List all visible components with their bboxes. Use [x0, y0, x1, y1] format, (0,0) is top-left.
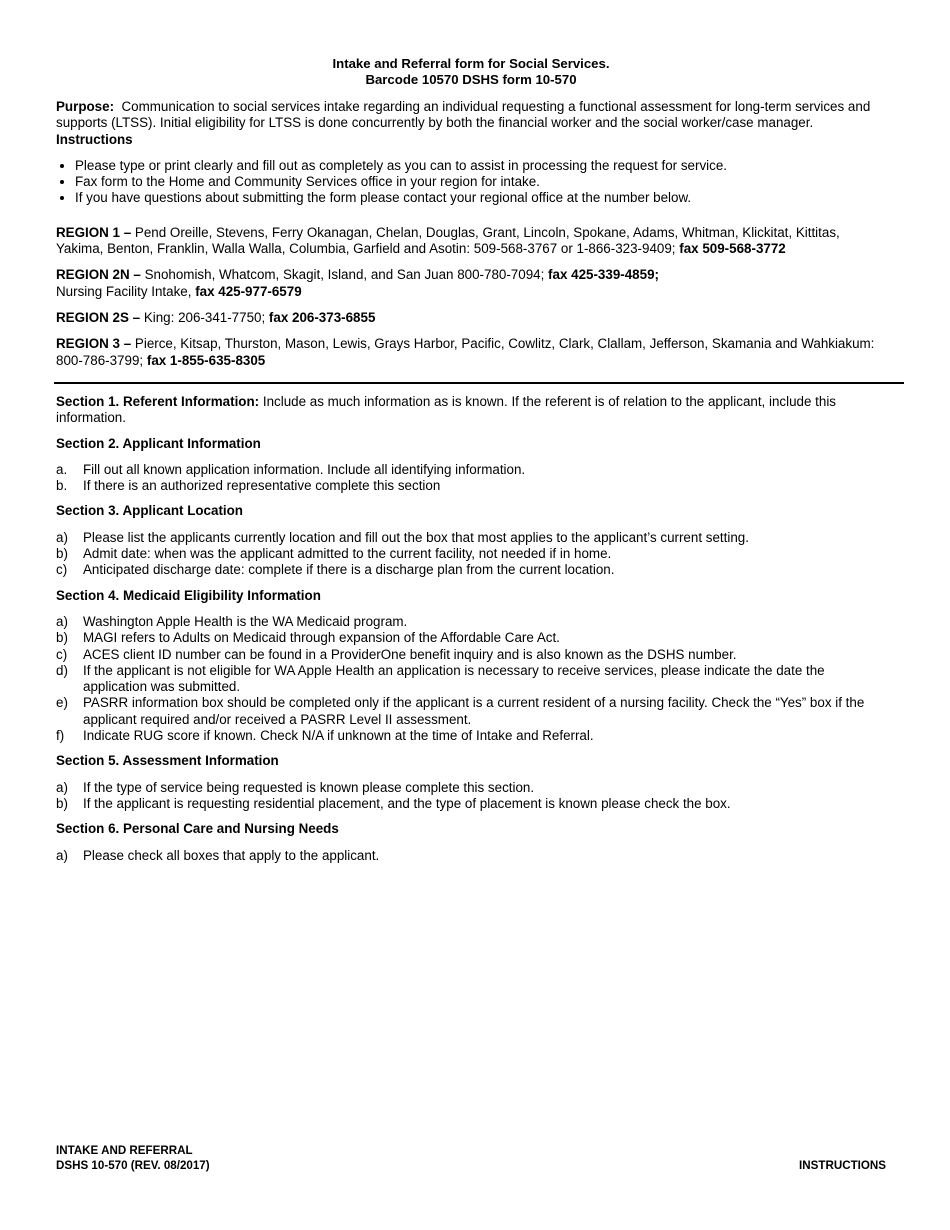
region-2n-label: REGION 2N – — [56, 267, 141, 283]
form-title: Intake and Referral form for Social Services. — [332, 56, 610, 71]
list-text: Please list the applicants currently location and fill out the box that most applies to the applicant’s current setting. — [83, 529, 749, 545]
section-divider-rule — [54, 382, 904, 384]
region-3-counties: Pierce, Kitsap, Thurston, Mason, Lewis, Grays Harbor, Pacific, Cowlitz, Clark, Clallam, Jefferson, Skamania and Wahkiakum: 800-786-3799; — [56, 336, 875, 368]
list-text: If the applicant is requesting residential placement, and the type of placement is known please check the box. — [83, 795, 731, 811]
list-item — [56, 530, 886, 546]
list-marker: e) — [56, 695, 68, 711]
sections-container — [56, 394, 886, 864]
list-marker: c) — [56, 646, 68, 662]
footer-page-label: INSTRUCTIONS — [799, 1159, 886, 1172]
form-barcode-line: Barcode 10570 DSHS form 10-570 — [365, 71, 577, 87]
list-marker: b) — [56, 795, 68, 811]
region-1-label: REGION 1 – — [56, 224, 132, 240]
footer-form-name: INTAKE AND REFERRAL — [56, 1144, 193, 1157]
section-4-list — [56, 614, 886, 744]
region-2s-label: REGION 2S – — [56, 309, 141, 325]
list-text: If the type of service being requested is known please complete this section. — [83, 779, 535, 795]
region-2s-counties: King: 206-341-7750; — [143, 309, 266, 325]
region-1-counties: Pend Oreille, Stevens, Ferry Okanagan, Chelan, Douglas, Grant, Lincoln, Spokane, Adams, Whitman, Klickitat, Kittitas, Yakima, Benton, Franklin, Walla Walla, Columbia, Garfield and Asotin: 509-568-3767 or 1-866-323-9409; — [56, 224, 840, 257]
list-marker: a) — [56, 779, 68, 795]
list-text: If the applicant is not eligible for WA Apple Health an application is necessary to receive services, please indicate the date the application was submitted. — [83, 662, 825, 695]
section-3-list — [56, 530, 886, 579]
document-page — [56, 56, 886, 369]
region-2n-fax: fax 425-339-4859; — [548, 267, 659, 283]
list-marker: b) — [56, 630, 68, 646]
list-marker: a) — [56, 613, 68, 629]
list-marker: f) — [56, 728, 65, 744]
region-2n — [56, 267, 886, 300]
section-6-list — [56, 848, 886, 864]
instructions-heading: Instructions — [56, 131, 133, 147]
instructions-list — [56, 158, 886, 207]
list-text: Indicate RUG score if known. Check N/A if unknown at the time of Intake and Referral. — [83, 728, 594, 744]
instruction-bullet: • Please type or print clearly and fill out as completely as you can to assist in processing the request for service. — [75, 158, 886, 174]
list-text: Please check all boxes that apply to the applicant. — [83, 847, 380, 863]
list-text: ACES client ID number can be found in a ProviderOne benefit inquiry and is also known as the DSHS number. — [83, 646, 737, 662]
purpose-text: Communication to social services intake regarding an individual requesting a functional assessment for long-term services and supports (LTSS). Initial eligibility for LTSS is done concurrently by both the financial worker and the social worker/case manager. — [56, 99, 871, 131]
instruction-bullet: • Fax form to the Home and Community Services office in your region for intake. — [75, 174, 886, 190]
list-item — [56, 663, 886, 696]
footer-form-number: DSHS 10-570 (REV. 08/2017) — [56, 1158, 210, 1172]
section-5-heading: Section 5. Assessment Information — [56, 753, 279, 769]
section-1-text: Include as much information as is known. If the referent is of relation to the applicant, include this information. — [56, 394, 836, 426]
list-item — [56, 728, 886, 744]
region-2n-counties: Snohomish, Whatcom, Skagit, Island, and San Juan 800-780-7094; — [144, 267, 545, 283]
footer-form-info — [56, 1144, 210, 1173]
region-3 — [56, 336, 886, 369]
region-3-fax: fax 1-855-635-8305 — [146, 352, 266, 368]
list-item — [56, 478, 886, 494]
purpose-paragraph — [56, 99, 886, 132]
region-2n-nursing-fax: fax 425-977-6579 — [195, 283, 302, 299]
list-marker: b. — [56, 478, 68, 494]
list-text: MAGI refers to Adults on Medicaid through expansion of the Affordable Care Act. — [83, 630, 560, 646]
section-2-heading: Section 2. Applicant Information — [56, 435, 261, 451]
list-item — [56, 780, 886, 796]
section-5-list — [56, 780, 886, 813]
region-3-label: REGION 3 – — [56, 336, 132, 352]
list-marker: a) — [56, 529, 68, 545]
list-item — [56, 647, 886, 663]
region-2n-nursing-intake: Nursing Facility Intake, — [56, 283, 192, 299]
list-marker: d) — [56, 662, 68, 678]
list-marker: c) — [56, 562, 68, 578]
section-1-heading: Section 1. Referent Information: — [56, 394, 260, 409]
list-item — [56, 462, 886, 478]
list-text: Anticipated discharge date: complete if there is a discharge plan from the current location. — [83, 562, 615, 578]
section-2-list — [56, 462, 886, 495]
section-4-heading: Section 4. Medicaid Eligibility Information — [56, 587, 321, 603]
section-6-heading: Section 6. Personal Care and Nursing Needs — [56, 821, 339, 837]
list-item — [56, 695, 886, 728]
section-1 — [56, 394, 886, 427]
region-1-fax: fax 509-568-3772 — [679, 241, 786, 257]
list-text: Admit date: when was the applicant admitted to the current facility, not needed if in home. — [83, 546, 612, 562]
list-marker: a) — [56, 847, 68, 863]
list-text: If there is an authorized representative complete this section — [83, 478, 441, 494]
list-item — [56, 796, 886, 812]
list-marker: a. — [56, 461, 68, 477]
list-item — [56, 562, 886, 578]
list-item — [56, 848, 886, 864]
region-1 — [56, 225, 886, 258]
list-marker: b) — [56, 546, 68, 562]
list-text: Washington Apple Health is the WA Medicaid program. — [83, 613, 408, 629]
section-3-heading: Section 3. Applicant Location — [56, 503, 243, 519]
purpose-label: Purpose: — [56, 99, 115, 114]
instruction-bullet: • If you have questions about submitting the form please contact your regional office at the number below. — [75, 190, 886, 206]
list-item — [56, 546, 886, 562]
list-text: PASRR information box should be completed only if the applicant is a current resident of a nursing facility. Check the “Yes” box if the applicant required and/or received a PASRR Level II assessment. — [83, 695, 865, 727]
list-item — [56, 630, 886, 646]
region-2s-fax: fax 206-373-6855 — [268, 309, 376, 325]
region-2s — [56, 310, 886, 326]
list-item — [56, 614, 886, 630]
list-text: Fill out all known application information. Include all identifying information. — [83, 461, 526, 477]
